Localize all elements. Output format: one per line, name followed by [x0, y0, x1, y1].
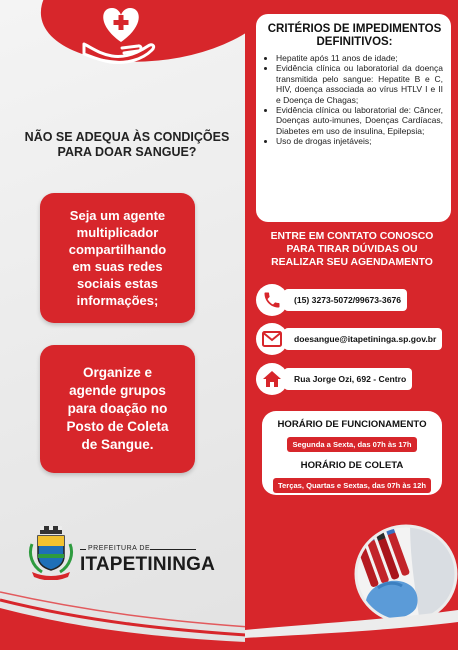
contact-heading — [254, 230, 450, 269]
mail-icon — [256, 323, 288, 355]
logo-rule-right — [150, 549, 196, 550]
street-address: Rua Jorge Ozi, 692 - Centro — [284, 368, 412, 390]
contact-address-row — [256, 363, 451, 397]
criteria-title — [266, 23, 443, 48]
contact-heading-line: ENTRE EM CONTATO CONOSCO — [270, 231, 434, 242]
card-line: para doação no — [67, 401, 168, 416]
card-line: agende grupos — [69, 383, 166, 398]
card-share-info — [40, 193, 195, 323]
criteria-item: • Evidência clínica ou laboratorial de: Câncer, Doenças auto-imunes, Doenças Cardíacas, Diabetes em uso de insulina, Epilepsia; — [276, 105, 443, 136]
criteria-list — [266, 53, 443, 147]
contact-phone-row — [256, 284, 451, 318]
collection-title: HORÁRIO DE COLETA — [300, 460, 404, 471]
operation-title: HORÁRIO DE FUNCIONAMENTO — [277, 419, 427, 430]
card-line: multiplicador — [76, 225, 159, 240]
hours-box — [262, 411, 442, 495]
phone-icon — [256, 284, 288, 316]
criteria-item: • Hepatite após 11 anos de idade; — [276, 53, 443, 63]
contact-email-row — [256, 323, 451, 357]
bottom-right-wave — [245, 600, 458, 650]
card-line: de Sangue. — [81, 437, 154, 452]
prefeitura-logo — [28, 524, 218, 584]
card-line: compartilhando — [68, 242, 167, 257]
left-headline — [22, 130, 232, 160]
card-line: Seja um agente — [69, 208, 166, 223]
headline-line: NÃO SE ADEQUA ÀS CONDIÇÕES — [24, 130, 230, 144]
phone-number[interactable]: (15) 3273-5072/99673-3676 — [284, 289, 407, 311]
operation-time: Segunda a Sexta, das 07h às 17h — [287, 437, 416, 452]
card-line: Posto de Coleta — [66, 419, 169, 434]
logo-rule-left — [80, 549, 86, 550]
logo-city-name: ITAPETININGA — [80, 554, 216, 575]
logo-prefix: PREFEITURA DE — [88, 545, 151, 552]
card-line: em suas redes — [72, 259, 163, 274]
contact-heading-line: REALIZAR SEU AGENDAMENTO — [271, 257, 433, 268]
card-line: Organize e — [82, 365, 152, 380]
email-address[interactable]: doesangue@itapetininga.sp.gov.br — [284, 328, 442, 350]
criteria-title-line: DEFINITIVOS: — [316, 35, 393, 48]
home-icon — [256, 363, 288, 395]
card-organize-groups — [40, 345, 195, 473]
contact-heading-line: PARA TIRAR DÚVIDAS OU — [286, 244, 418, 255]
headline-line: PARA DOAR SANGUE? — [57, 145, 197, 159]
collection-time: Terças, Quartas e Sextas, das 07h às 12h — [273, 478, 431, 493]
hand-heart-cross-icon — [78, 2, 164, 64]
criteria-box — [256, 14, 451, 222]
card-line: sociais estas — [77, 276, 158, 291]
city-crest-icon — [28, 524, 74, 580]
criteria-item: • Uso de drogas injetáveis; — [276, 136, 443, 146]
card-line: informações; — [76, 293, 159, 308]
criteria-item: • Evidência clínica ou laboratorial da doença transmitida pelo sangue: Hepatite B e C, HIV, doença associada ao vírus HTLV I e II e Doença de Chagas; — [276, 63, 443, 105]
criteria-title-line: CRITÉRIOS DE IMPEDIMENTOS — [267, 23, 442, 35]
